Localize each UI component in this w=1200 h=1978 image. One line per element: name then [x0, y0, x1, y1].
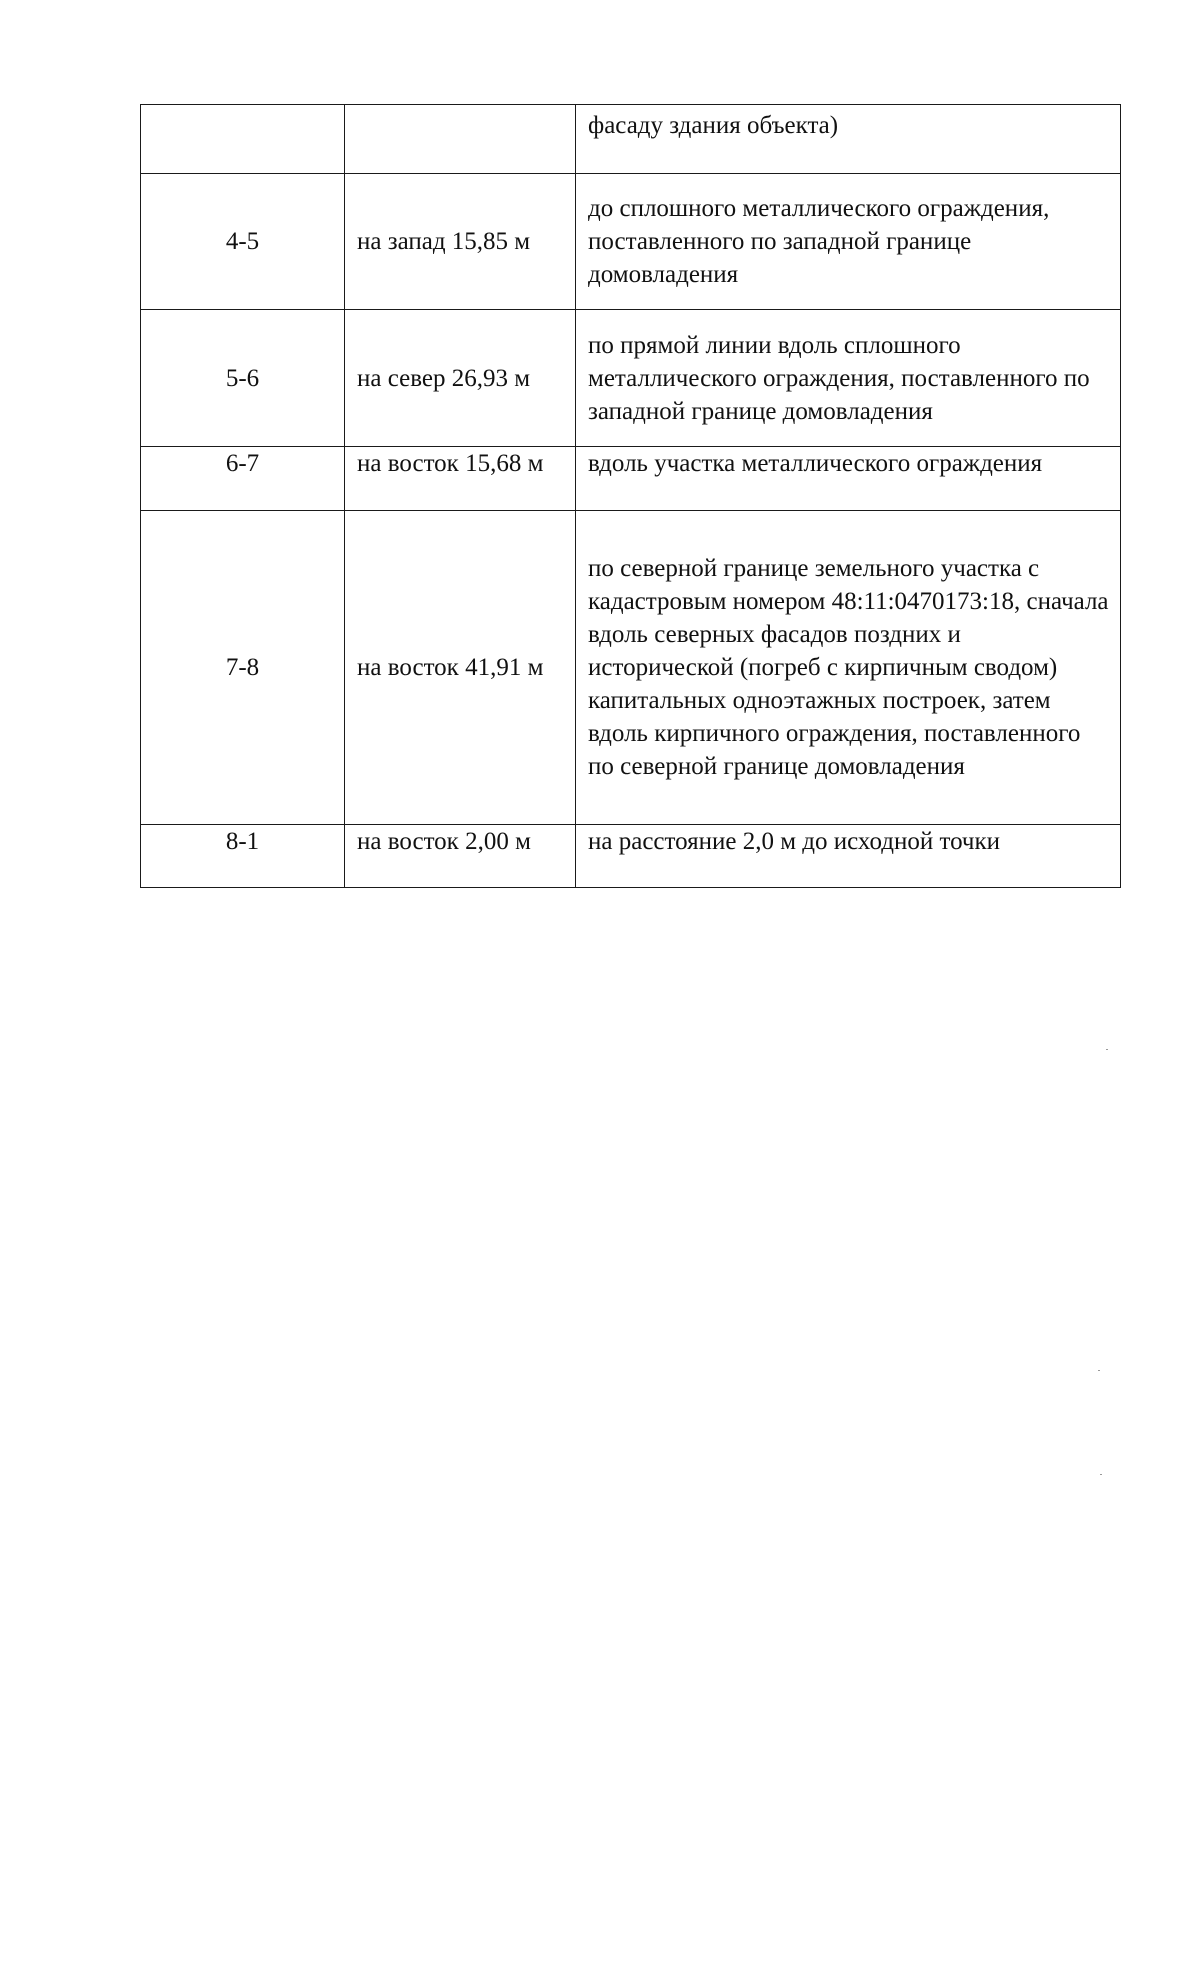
segment-cell: 4-5 [141, 174, 345, 310]
description-cell: фасаду здания объекта) [576, 105, 1121, 174]
table-row [141, 105, 1121, 174]
segment-cell: 8-1 [141, 825, 345, 888]
scan-speck [1098, 1370, 1100, 1371]
table-row [141, 511, 1121, 825]
segment-cell: 7-8 [141, 511, 345, 825]
segment-cell: 5-6 [141, 310, 345, 447]
direction-cell: на запад 15,85 м [345, 174, 576, 310]
description-cell: вдоль участка металлического ограждения [576, 447, 1121, 511]
table-row [141, 825, 1121, 888]
description-cell: по северной границе земельного участка с кадастровым номером 48:11:0470173:18, сначала вдоль северных фасадов поздних и исторической (погреб с кирпичным сводом) капитальных одноэтажных построек, затем вдоль кирпичного ограждения, поставленного по северной границе домовладения [576, 511, 1121, 825]
table-row [141, 174, 1121, 310]
direction-cell: на север 26,93 м [345, 310, 576, 447]
table-row [141, 447, 1121, 511]
segment-cell: 6-7 [141, 447, 345, 511]
scan-speck [1100, 1474, 1102, 1475]
direction-cell: на восток 41,91 м [345, 511, 576, 825]
description-cell: по прямой линии вдоль сплошного металлического ограждения, поставленного по западной границе домовладения [576, 310, 1121, 447]
scan-speck [1106, 1049, 1108, 1050]
table-row [141, 310, 1121, 447]
segment-cell [141, 105, 345, 174]
direction-cell: на восток 15,68 м [345, 447, 576, 511]
direction-cell: на восток 2,00 м [345, 825, 576, 888]
boundary-description-table [140, 104, 1121, 888]
description-cell: до сплошного металлического ограждения, поставленного по западной границе домовладения [576, 174, 1121, 310]
description-cell: на расстояние 2,0 м до исходной точки [576, 825, 1121, 888]
direction-cell [345, 105, 576, 174]
